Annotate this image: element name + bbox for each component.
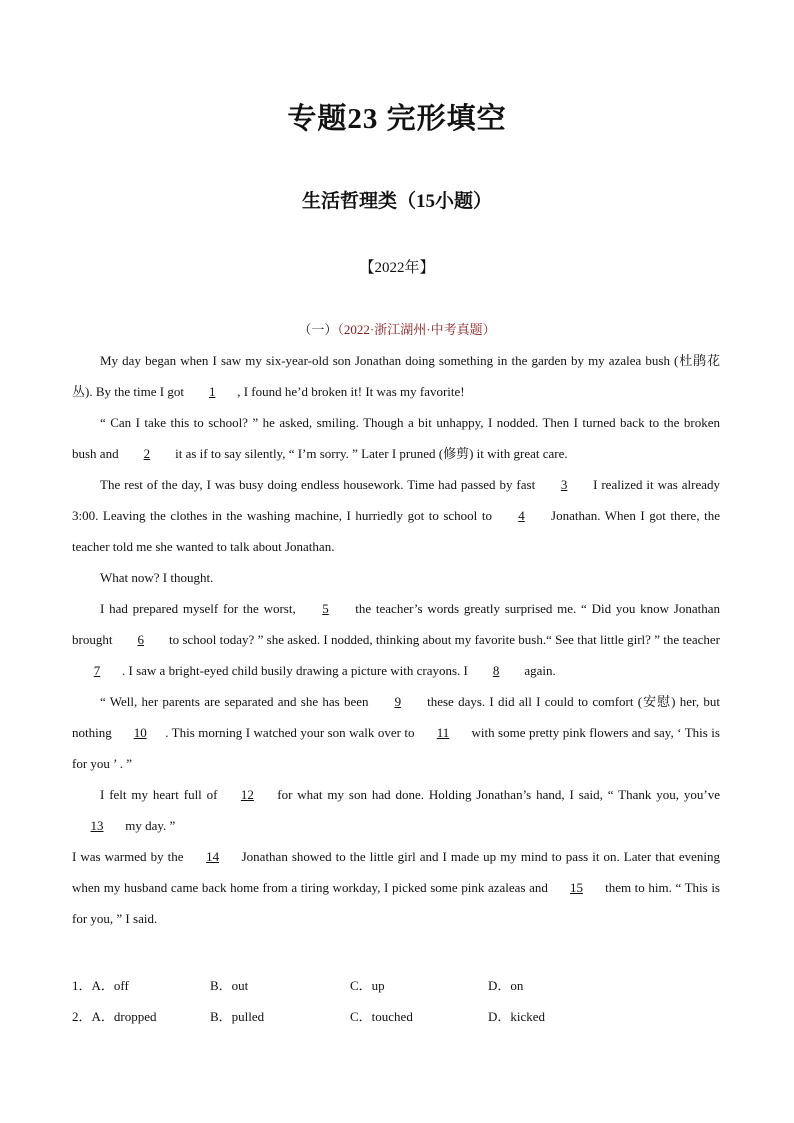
blank-5: 5 [322, 601, 329, 616]
blank-4: 4 [518, 508, 525, 523]
blank-13: 13 [90, 818, 104, 833]
paragraph: The rest of the day, I was busy doing endless housework. Time had passed by fast 3 I realized it was already 3:00. Leaving the clothes in the washing machine, I hurriedly got to school to 4 Jonathan. When I got there, the teacher told me she wanted to talk about Jonathan. [72, 469, 720, 562]
paragraph: I felt my heart full of 12 for what my son had done. Holding Jonathan’s hand, I said, “ Thank you, you’ve 13 my day. ” [72, 779, 720, 841]
option-c: C．up [350, 978, 385, 993]
blank-12: 12 [240, 787, 254, 802]
page-subtitle: 生活哲理类（15小题） [301, 191, 492, 212]
blank-11: 11 [436, 725, 450, 740]
paragraph: “ Can I take this to school? ” he asked, smiling. Though a bit unhappy, I nodded. Then I turned back to the broken bush and 2 it as if to say silently, “ I’m sorry. ” Later I pruned (修剪) it with great care. [72, 407, 720, 469]
blank-1: 1 [208, 384, 216, 399]
option-c: C．touched [350, 1009, 413, 1024]
option-d: D．on [488, 978, 524, 993]
paragraph: I had prepared myself for the worst, 5 the teacher’s words greatly surprised me. “ Did you know Jonathan brought 6 to school today? ” she asked. I nodded, thinking about my favorite bush.“ See that little girl? ” the teacher 7 . I saw a bright-eyed child busily drawing a picture with crayons. I 8 again. [72, 593, 720, 686]
blank-14: 14 [206, 849, 220, 864]
blank-10: 10 [133, 725, 147, 740]
passage-source [0, 319, 794, 338]
question-options-row [72, 1001, 720, 1032]
option-b: B．pulled [210, 1009, 265, 1024]
option-a: A．off [91, 978, 129, 993]
blank-7: 7 [93, 663, 101, 678]
paragraph: I was warmed by the 14 Jonathan showed to the little girl and I made up my mind to pass it on. Later that evening when my husband came back home from a tiring workday, I picked some pink azaleas and 15 them to him. “ This is for you, ” I said. [72, 841, 720, 934]
question-number: 2． [72, 1009, 92, 1024]
paragraph: “ Well, her parents are separated and she has been 9 these days. I did all I could to comfort (安慰) her, but nothing 10 . This morning I watched your son walk over to 11 with some pretty pink flowers and say, ‘ This is for you ’ . ” [72, 686, 720, 779]
paragraph: My day began when I saw my six-year-old son Jonathan doing something in the garden by my azalea bush (杜鹃花丛). By the time I got 1 , I found he’d broken it! It was my favorite! [72, 345, 720, 407]
paragraph: What now? I thought. [100, 570, 214, 585]
option-a: A．dropped [91, 1009, 157, 1024]
blank-15: 15 [569, 880, 583, 895]
question-number: 1． [72, 978, 92, 993]
section-number: （一） [298, 322, 338, 337]
option-b: B．out [210, 978, 249, 993]
question-options-row [72, 970, 720, 1001]
blank-3: 3 [560, 477, 568, 492]
blank-6: 6 [137, 632, 144, 647]
source-citation: （2022·浙江湖州·中考真题） [337, 322, 496, 337]
page-title: 专题23 完形填空 [287, 103, 507, 135]
year-heading: 【2022年】 [359, 260, 435, 276]
passage-body [72, 345, 720, 934]
answer-options [72, 970, 720, 1032]
blank-2: 2 [143, 446, 151, 461]
blank-8: 8 [492, 663, 500, 678]
option-d: D．kicked [488, 1009, 546, 1024]
blank-9: 9 [394, 694, 402, 709]
